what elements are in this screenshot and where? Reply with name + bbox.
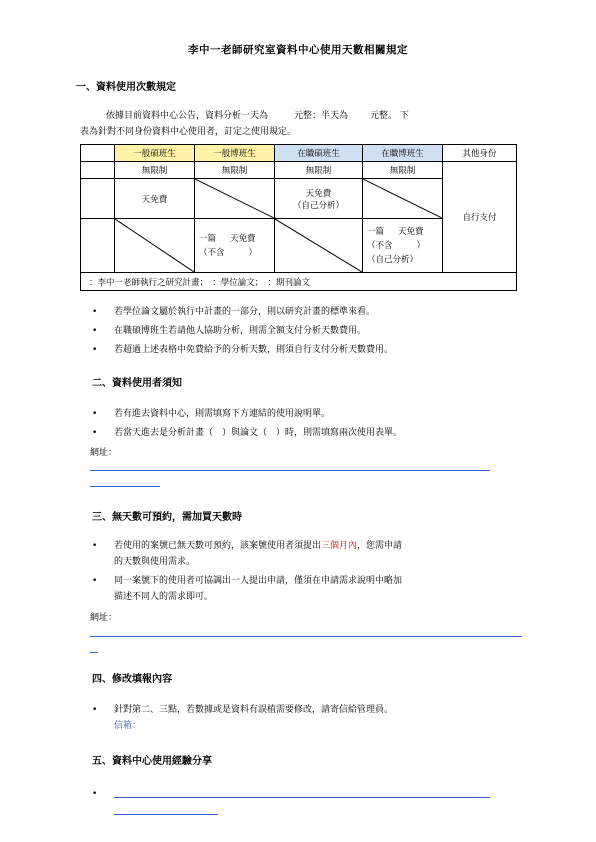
bullet-text: 描述不同人的需求即可。 (114, 592, 214, 602)
cell-not-applicable (275, 219, 363, 273)
list-item (90, 573, 510, 605)
share-link-line[interactable] (114, 797, 490, 798)
url-label: 網址： (90, 613, 118, 623)
free-days-text: 天免費 (305, 188, 332, 199)
section-4-heading: 四、修改填報內容 (92, 674, 172, 685)
free-days-text: 天免費 (141, 194, 168, 205)
cell-thesis-inservice-master (275, 179, 363, 219)
one-paper-text: 一篇 (367, 226, 385, 237)
form-link-line[interactable] (90, 486, 160, 487)
list-item (90, 702, 510, 734)
section-5-bullets (90, 786, 510, 805)
section-5-heading: 五、資料中心使用經驗分享 (92, 756, 212, 767)
section-4-bullets (90, 702, 510, 737)
exclude-note-close: ） (416, 240, 426, 251)
header-general-phd: 一般博班生 (195, 145, 275, 162)
header-other: 其他身份 (443, 145, 517, 162)
intro-text-1a: 依據目前資料中心公告，資料分析一天為 (106, 111, 269, 121)
header-inservice-master: 在職碩班生 (275, 145, 363, 162)
list-item: • 若當天進去是分析計畫（ ）與論文（ ）時，則需填寫兩次使用表單。 (90, 425, 510, 441)
row-label-project (81, 162, 115, 179)
cell-unlimited: 無限制 (115, 162, 195, 179)
list-item (90, 786, 510, 802)
header-inservice-phd: 在職博班生 (363, 145, 443, 162)
header-general-master: 一般碩班生 (115, 145, 195, 162)
list-item: • 若超過上述表格中免費給予的分析天數，則須自行支付分析天數費用。 (90, 342, 510, 358)
diagonal-line-icon (275, 219, 362, 272)
section-1-heading: 一、資料使用次數規定 (76, 82, 176, 93)
document-title: 李中一老師研究室資料中心使用天數相關規定 (188, 44, 408, 56)
diagonal-line-icon (363, 179, 442, 218)
row-label-journal (81, 219, 115, 273)
cell-not-applicable (115, 219, 195, 273)
exclude-note-open: （不含 (199, 247, 225, 258)
cell-journal-inservice-phd (363, 219, 443, 273)
cell-thesis-general-master (115, 179, 195, 219)
section-3-heading: 三、無天數可預約，需加買天數時 (92, 512, 242, 523)
row-label-thesis (81, 179, 115, 219)
section-2-bullets (90, 406, 510, 444)
section-1-intro (80, 108, 520, 140)
cell-unlimited: 無限制 (275, 162, 363, 179)
section-3-bullets (90, 538, 510, 608)
cell-self-pay: 自行支付 (443, 162, 517, 273)
free-days-text: 天免費 (398, 226, 424, 237)
usage-rules-table (80, 144, 517, 291)
cell-not-applicable (363, 179, 443, 219)
share-link-line[interactable] (114, 814, 218, 815)
bullet-text: ，您需申請 (357, 541, 403, 551)
bullet-text: 的天數與使用需求。 (114, 557, 196, 567)
list-item: • 若有進去資料中心，則需填寫下方連結的使用說明單。 (90, 406, 510, 422)
diagonal-line-icon (195, 179, 274, 218)
list-item: • 若學位論文屬於執行中計畫的一部分，則以研究計畫的標準來看。 (90, 304, 510, 320)
cell-journal-general-phd (195, 219, 275, 273)
highlight-text: 三個月內 (321, 541, 358, 551)
one-paper-text: 一篇 (199, 233, 217, 244)
cell-not-applicable (195, 179, 275, 219)
table-corner-cell (81, 145, 115, 162)
bullet-text: 針對第二、三點，若數據或是資料有誤植需要修改，請寄信給管理員。 (114, 705, 394, 715)
self-analysis-note: （自己分析） (367, 254, 419, 265)
list-item (90, 538, 510, 570)
diagonal-line-icon (115, 219, 194, 272)
cell-unlimited: 無限制 (363, 162, 443, 179)
intro-text-2: 表為針對不同身份資料中心使用者，訂定之使用規定。 (80, 127, 297, 137)
bullet-text: 同一案號下的使用者可協調出一人提出申請，僅須在申請需求說明中略加 (114, 576, 403, 586)
exclude-note-close: ） (248, 247, 258, 258)
exclude-note-open: （不含 (367, 240, 393, 251)
email-label[interactable]: 信箱： (114, 721, 142, 731)
list-item: • 在職碩博班生若請他人協助分析，則需全額支付分析天數費用。 (90, 323, 510, 339)
form-link-line[interactable] (90, 652, 98, 653)
bullet-text: 若使用的案號已無天數可預約，該案號使用者須提出 (114, 541, 322, 551)
intro-text-1c: 元整。 下 (370, 111, 409, 121)
section-1-bullets (90, 304, 510, 361)
form-link-line[interactable] (90, 636, 522, 637)
self-analysis-note: （自己分析） (292, 200, 344, 211)
table-footnote: ：李中一老師執行之研究計畫； ：學位論文； ：期刊論文 (81, 273, 517, 291)
cell-unlimited: 無限制 (195, 162, 275, 179)
url-label: 網址： (90, 448, 118, 458)
intro-text-1b: 元整；半天為 (294, 111, 349, 121)
form-link-line[interactable] (90, 470, 490, 471)
section-2-heading: 二、資料使用者須知 (92, 378, 182, 389)
free-days-text: 天免費 (230, 233, 256, 244)
